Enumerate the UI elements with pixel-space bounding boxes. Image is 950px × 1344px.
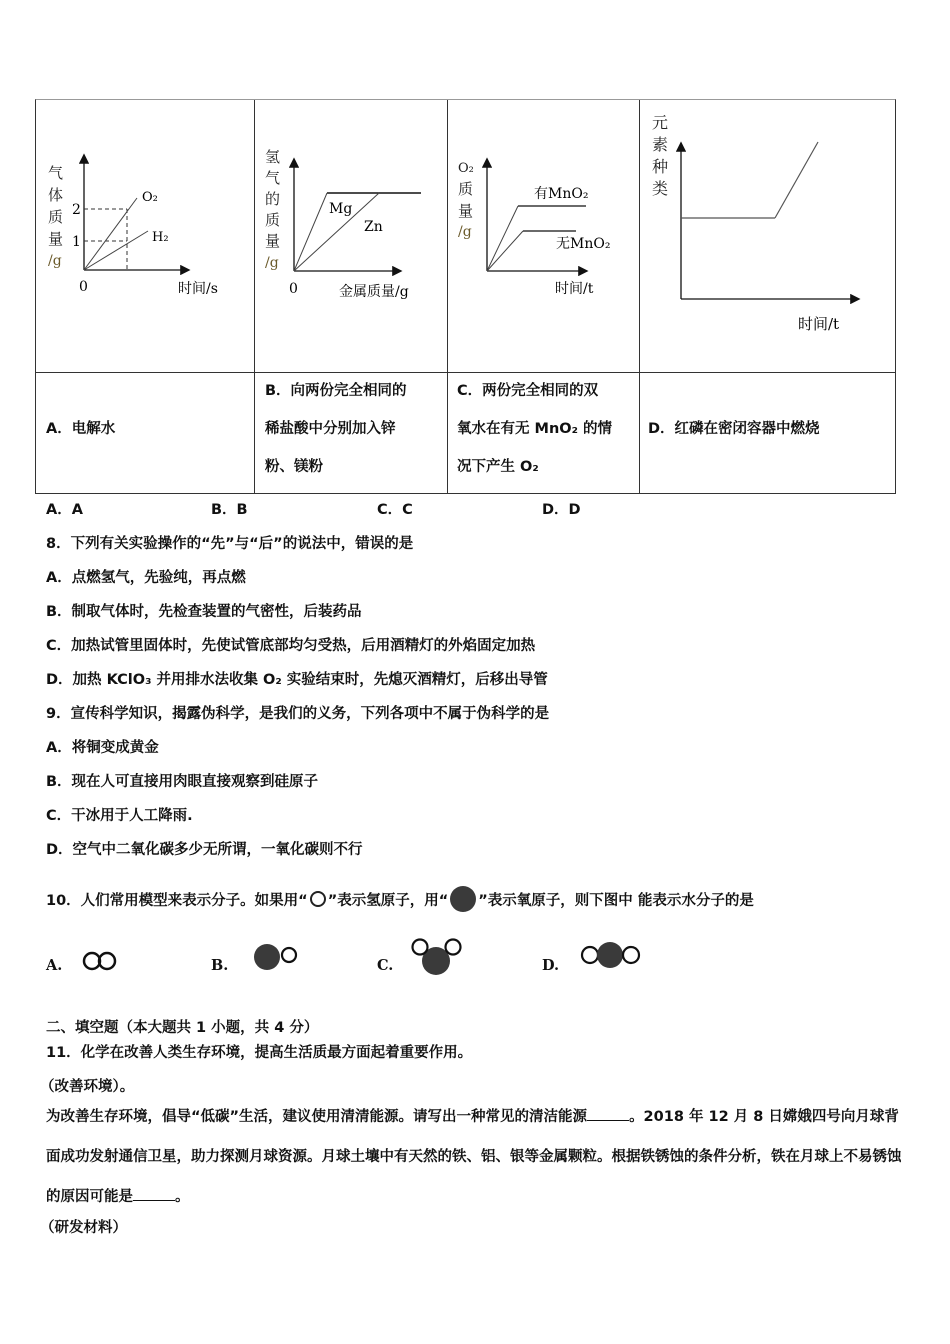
series-label-without-mno2: 无MnO₂ [556,236,611,252]
series-label-h2: H₂ [152,230,169,245]
option-d-caption [648,410,820,448]
y-label-char: 质 [265,211,281,229]
paragraph-text: 为改善生存环境，倡导“低碳”生活，建议使用清清能源。请写出一种常见的清洁能源 [46,1109,588,1125]
caption-line: 氧水在有无 MnO₂ 的情 [457,421,613,437]
molecule-bent-water-icon[interactable] [408,935,468,977]
answer-blank-rust-reason[interactable] [133,1186,175,1201]
caption-text: D．红磷在密闭容器中燃烧 [648,421,820,437]
question8-option-b[interactable]: B．制取气体时，先检查装置的气密性，后装药品 [46,604,362,620]
molecule-oxygen-hydrogen-icon[interactable] [252,940,302,974]
caption-text: A．电解水 [46,421,116,437]
y-label-char: 体 [48,186,64,204]
answer-blank-clean-energy[interactable] [587,1106,629,1121]
y-label-char: 氢 [265,148,281,166]
y-label-char: 气 [48,164,64,182]
molecule-linear-hoh-icon[interactable] [578,938,644,972]
y-unit: /g [458,224,472,240]
series-label-mg: Mg [329,201,353,217]
series-label-o2: O₂ [142,190,158,205]
caption-line: 粉、镁粉 [265,459,323,475]
paragraph-text: 。 [175,1189,190,1205]
stem-text: ”表示氢原子，用“ [327,892,449,909]
question11-stem: 11．化学在改善人类生存环境，提高生活质最方面起着重要作用。 [46,1045,473,1061]
series-label-with-mno2: 有MnO₂ [534,186,589,202]
question10-option-a-label[interactable]: A. [46,957,63,974]
answer-choice-d[interactable]: D．D [542,502,581,518]
answer-choice-a[interactable]: A．A [46,502,83,518]
question9-option-a[interactable]: A．将铜变成黄金 [46,740,159,756]
y-label-top: O₂ [458,161,474,176]
x-axis-label: 时间/s [178,281,218,297]
caption-line: 稀盐酸中分别加入锌 [265,421,396,437]
y-unit: /g [265,255,279,271]
y-label-char: 的 [265,190,281,208]
option-c-caption [457,372,612,486]
y-label-char: 元 [652,113,669,132]
graph-b-metal-acid [255,100,447,372]
tick-label: 1 [72,234,81,250]
x-axis-label: 时间/t [798,315,840,333]
y-label-char: 质 [48,208,64,226]
question11-paragraph [46,1097,906,1217]
answer-choice-c[interactable]: C．C [377,502,413,518]
y-unit: /g [48,253,62,269]
question9-option-d[interactable]: D．空气中二氧化碳多少无所谓，一氧化碳则不行 [46,842,363,858]
question9-option-c[interactable]: C．干冰用于人工降雨. [46,808,193,824]
y-label-char: 量 [458,202,474,220]
y-label-char: 质 [458,180,474,198]
x-axis-label: 金属质量/g [339,284,409,300]
y-label-char: 种 [652,157,669,176]
question10-option-b-label[interactable]: B. [211,957,229,974]
hydrogen-atom-icon [308,889,328,909]
question8-option-d[interactable]: D．加热 KClO₃ 并用排水法收集 O₂ 实验结束时，先熄灭酒精灯，后移出导管 [46,672,548,688]
question8-option-a[interactable]: A．点燃氢气，先验纯，再点燃 [46,570,246,586]
question10-stem [46,884,754,914]
question8-option-c[interactable]: C．加热试管里固体时，先使试管底部均匀受热，后用酒精灯的外焰固定加热 [46,638,536,654]
option-b-caption [265,372,407,486]
x-axis-label: 时间/t [555,281,594,297]
origin-label: 0 [289,281,298,297]
section2-heading: 二、填空题（本大题共 1 小题，共 4 分） [46,1020,319,1036]
question10-option-d-label[interactable]: D. [542,957,560,974]
graph-c-hydrogen-peroxide [448,100,639,372]
stem-text: 10．人们常用模型来表示分子。如果用“ [46,892,308,909]
series-label-zn: Zn [364,219,383,235]
origin-label: 0 [79,279,88,295]
question10-option-c-label[interactable]: C. [377,957,394,974]
graph-a-electrolysis [36,100,254,372]
y-label-char: 量 [265,232,281,250]
question11-subheading-materials: （研发材料） [40,1220,127,1236]
caption-line: B．向两份完全相同的 [265,383,407,399]
paragraph-text: 。2018 年 12 月 8 日嫦娥四号向月球背面成功发射通信卫星，助力探测月球资源。月球土壤中有天然的铁、铝、银等金属颗粒。根据铁锈蚀的条件分析，铁在月球上不易锈蚀的原因可能是 [46,1109,902,1205]
y-label-char: 类 [652,179,669,198]
y-label-char: 气 [265,169,281,187]
y-label-char: 量 [48,230,64,248]
oxygen-atom-icon [448,884,478,914]
question9-option-b[interactable]: B．现在人可直接用肉眼直接观察到硅原子 [46,774,319,790]
caption-line: C．两份完全相同的双 [457,383,599,399]
graph-d-red-phosphorus [640,100,896,372]
question9-stem: 9．宣传科学知识，揭露伪科学，是我们的义务，下列各项中不属于伪科学的是 [46,706,550,722]
question7-table [35,99,896,494]
stem-text: ”表示氧原子，则下图中 能表示水分子的是 [478,892,754,909]
question8-stem: 8．下列有关实验操作的“先”与“后”的说法中，错误的是 [46,536,414,552]
option-a-caption [46,410,115,448]
question11-subheading-environment: （改善环境）。 [40,1079,135,1095]
molecule-two-hydrogen-icon[interactable] [80,948,120,974]
caption-line: 况下产生 O₂ [457,459,539,475]
tick-label: 2 [72,202,81,218]
y-label-char: 素 [652,135,669,154]
answer-choice-b[interactable]: B．B [211,502,248,518]
